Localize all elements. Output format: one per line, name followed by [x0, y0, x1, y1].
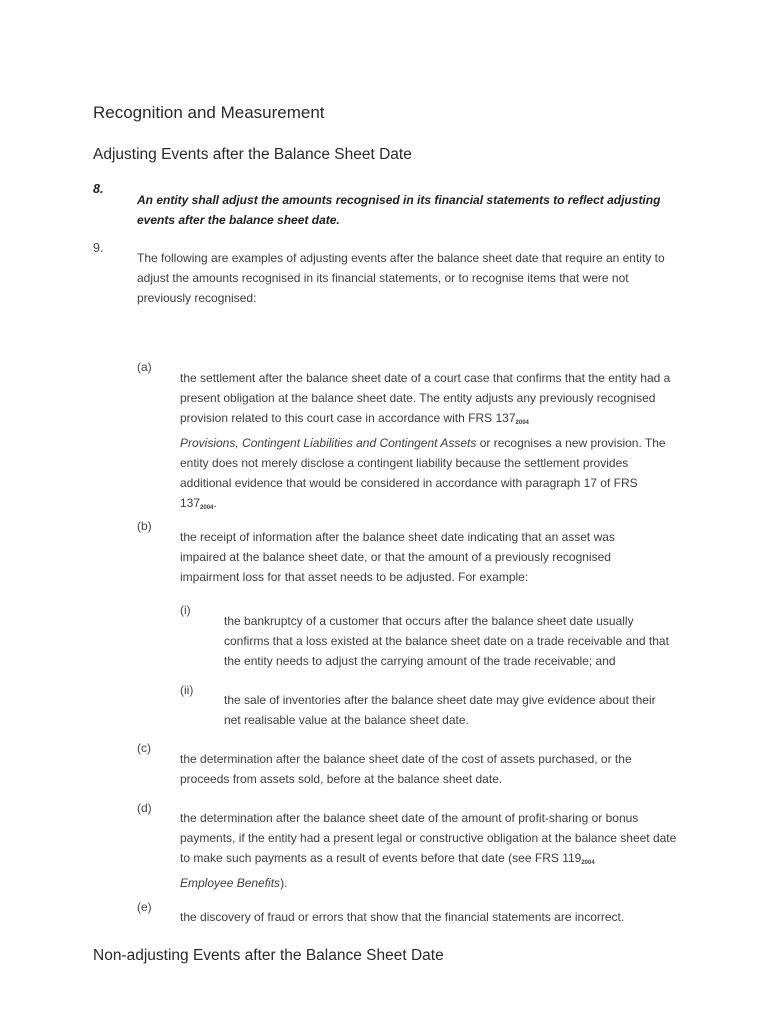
item-d-text	[180, 808, 680, 893]
item-a-text-part2: or recognises a new provision. The entity does not merely disclose a contingent liability because the settlement provides additional evidence that would be considered in accordance with paragraph 17 of FRS 137	[180, 436, 666, 510]
item-a-year-2: 2004	[200, 505, 214, 511]
item-a-text-part1: the settlement after the balance sheet date of a court case that confirms that the entity had a present obligation at the balance sheet date. The entity adjusts any previously recognised provision related to this court case in accordance with FRS 137	[180, 371, 671, 425]
item-c-label: (c)	[137, 741, 151, 755]
item-b-i-label: (i)	[180, 603, 191, 617]
subsection-heading-non-adjusting: Non-adjusting Events after the Balance Sheet Date	[93, 947, 444, 964]
item-a-standard-title: Provisions, Contingent Liabilities and Contingent Assets	[180, 436, 477, 450]
item-b-ii-label: (ii)	[180, 683, 194, 697]
subsection-heading-adjusting: Adjusting Events after the Balance Sheet Date	[93, 146, 412, 163]
item-b-label: (b)	[137, 519, 152, 533]
item-c-text: the determination after the balance sheet date of the cost of assets purchased, or the proceeds from assets sold, before at the balance sheet date.	[180, 752, 632, 786]
item-b-ii-text: the sale of inventories after the balance sheet date may give evidence about their net realisable value at the balance sheet date.	[224, 693, 656, 727]
item-d-label: (d)	[137, 801, 152, 815]
paragraph-9-text: The following are examples of adjusting events after the balance sheet date that require an entity to adjust the amounts recognised in its financial statements, or to recognise items that were not previously recognised:	[137, 251, 665, 305]
item-a-label: (a)	[137, 360, 152, 374]
paragraph-number-8: 8.	[93, 182, 104, 196]
item-d-end: ).	[280, 876, 288, 890]
item-b-text: the receipt of information after the balance sheet date indicating that an asset was impaired at the balance sheet date, or that the amount of a previously recognised impairment loss for that asset needs to be adjusted. For example:	[180, 530, 615, 584]
item-b-i-text: the bankruptcy of a customer that occurs after the balance sheet date usually confirms that a loss existed at the balance sheet date on a trade receivable and that the entity needs to adjust the carrying amount of the trade receivable; and	[224, 614, 669, 668]
item-a-year-1: 2004	[515, 420, 529, 426]
item-a-text	[180, 368, 677, 518]
paragraph-8-text: An entity shall adjust the amounts recognised in its financial statements to reflect adjusting events after the balance sheet date.	[137, 193, 661, 227]
item-d-text-part1: the determination after the balance sheet date of the amount of profit-sharing or bonus payments, if the entity had a present legal or constructive obligation at the balance sheet date to make such payments as a result of events before that date (see FRS 119	[180, 811, 677, 865]
item-e-text: the discovery of fraud or errors that show that the financial statements are incorrect.	[180, 910, 625, 924]
section-heading: Recognition and Measurement	[93, 103, 325, 122]
paragraph-number-9: 9.	[93, 241, 104, 255]
item-e-label: (e)	[137, 900, 152, 914]
item-d-standard-title: Employee Benefits	[180, 876, 281, 890]
item-d-year: 2004	[581, 860, 595, 866]
item-a-end: .	[213, 496, 217, 510]
